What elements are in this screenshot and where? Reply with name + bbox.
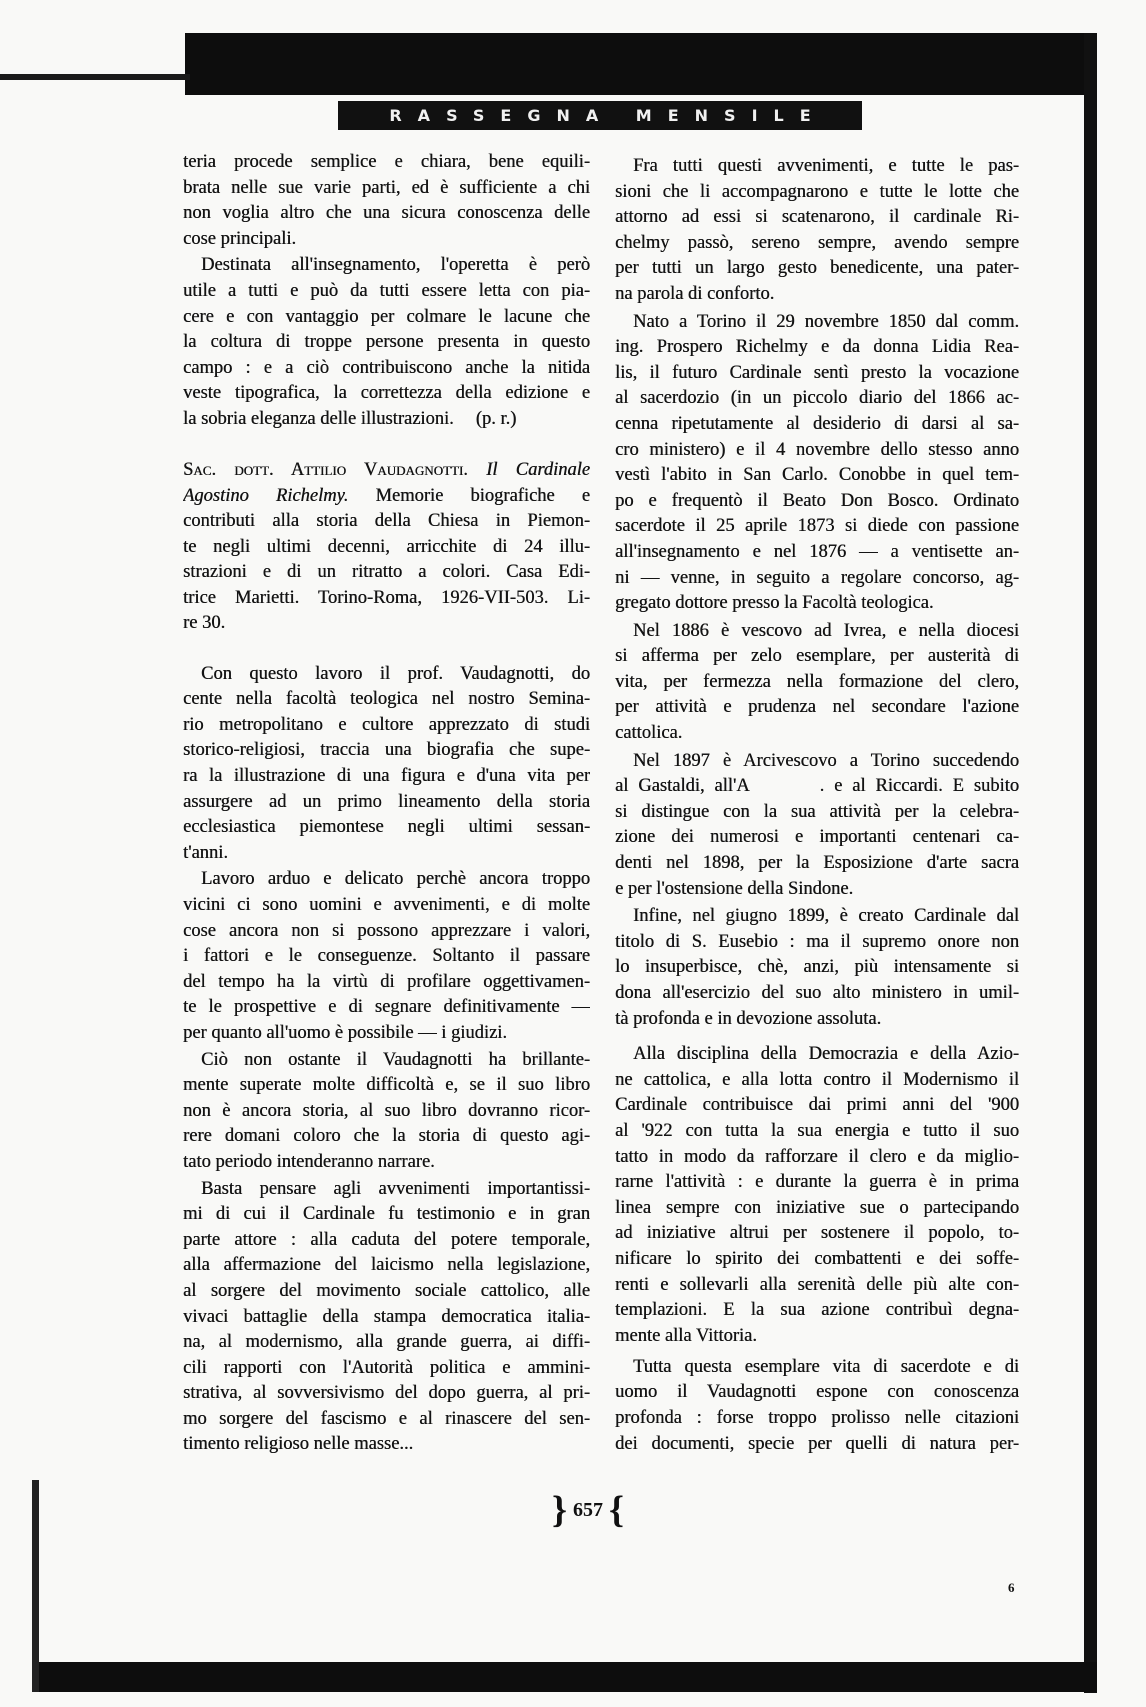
text-line: renti e sollevarli alla serenità delle più alte con- — [615, 1274, 1019, 1295]
text-line: te negli ultimi decenni, arricchite di 24 illu- — [183, 536, 590, 557]
reviewer-initials: (p. r.) — [475, 408, 517, 429]
paragraph — [183, 867, 590, 1046]
text-line: assurgere ad un primo lineamento della storia — [183, 791, 590, 812]
text-line: brata nelle sue varie parti, ed è sufficiente a chi — [183, 177, 590, 198]
page-number-block — [538, 1488, 638, 1532]
text-line — [183, 484, 590, 510]
text-line: ra la illustrazione di una figura e d'una vita per — [183, 766, 590, 787]
text-line: contributi alla storia della Chiesa in Piemon- — [183, 511, 590, 532]
book-citation — [183, 458, 590, 637]
text-line: cose ancora non si possono apprezzare i valori, — [183, 920, 590, 941]
text-line: alla affermazione del laicismo nella legislazione, — [183, 1255, 590, 1276]
text-line: mi di cui il Cardinale fu testimonio e in gran — [183, 1204, 590, 1225]
text-line: mente alla Vittoria. — [615, 1325, 757, 1346]
corner-mark: 6 — [1008, 1580, 1015, 1595]
text-line: i fattori e le conseguenze. Soltanto il passare — [183, 946, 590, 967]
right-column — [615, 154, 1019, 1457]
text-line: non voglia altro che una sicura conoscenza delle — [183, 203, 590, 224]
text-line: Fra tutti questi avvenimenti, e tutte le pas- — [633, 156, 1019, 176]
scan-border-bottom — [32, 1662, 1097, 1692]
text-line: cattolica. — [615, 723, 683, 744]
text-line: Ciò non ostante il Vaudagnotti ha brillante- — [201, 1049, 590, 1070]
text-line: te le prospettive e di segnare definitivamente — — [183, 997, 590, 1018]
text-line — [615, 774, 1019, 800]
text-segment: Memorie biografiche e — [348, 485, 590, 506]
text-line: rere domani coloro che la storia di questo agi- — [183, 1126, 590, 1147]
text-line: templazioni. E la sua azione contribuì degna- — [615, 1300, 1019, 1321]
ornament-right: { — [609, 1489, 624, 1531]
text-segment: al Gastaldi, all'A — [615, 776, 750, 797]
text-line: non è ancora storia, al suo libro dovranno ricor- — [183, 1100, 590, 1121]
paragraph — [183, 150, 590, 252]
book-title: Agostino Richelmy. — [183, 485, 349, 506]
text-line: vicini ci sono uomini e avvenimenti, e di molte — [183, 895, 590, 916]
text-line: tà profonda e in devozione assoluta. — [615, 1008, 882, 1029]
text-line: strativa, al sovversivismo del dopo guerra, al pri- — [183, 1383, 590, 1404]
text-line: cili rapporti con l'Autorità politica e ammini- — [183, 1357, 590, 1378]
text-line — [183, 458, 590, 484]
text-line: la coltura di troppe persone presenta in questo — [183, 332, 590, 353]
text-line: na, al modernismo, alla grande guerra, ai diffi- — [183, 1332, 590, 1353]
text-line: timento religioso nelle masse... — [183, 1434, 414, 1455]
paragraph — [183, 1048, 590, 1176]
text-line: denti nel 1898, per la Esposizione d'arte sacra — [615, 853, 1019, 874]
paragraph — [615, 619, 1019, 747]
text-line: rio metropolitano e cultore apprezzato di studi — [183, 714, 590, 735]
scan-border-right — [1084, 33, 1097, 1693]
text-line — [183, 407, 590, 433]
text-line: uomo il Vaudagnotti espone con conoscenza — [615, 1382, 1019, 1403]
page-number: 657 — [573, 1499, 603, 1521]
text-line: Infine, nel giugno 1899, è creato Cardinale dal — [633, 906, 1019, 927]
text-line: ecclesiastica piemontese negli ultimi sessan- — [183, 817, 590, 838]
text-line: Tutta questa esemplare vita di sacerdote e di — [633, 1356, 1019, 1377]
text-line: cere e con vantaggio per colmare le lacune che — [183, 306, 590, 327]
paragraph — [615, 904, 1019, 1032]
text-line: utile a tutti e può da tutti essere letta con pia- — [183, 280, 590, 301]
text-line: re 30. — [183, 613, 226, 634]
text-line: ni — venne, in seguito a regolare concorso, ag- — [615, 567, 1019, 588]
text-line: tatto in modo da rafforzare il clero e da miglio- — [615, 1146, 1019, 1167]
text-line: trice Marietti. Torino-Roma, 1926-VII-503. Li- — [183, 587, 590, 608]
text-line: cose principali. — [183, 228, 297, 249]
text-line: Nato a Torino il 29 novembre 1850 dal comm. — [633, 311, 1019, 332]
text-segment: . e al Riccardi. E subito — [819, 776, 1019, 797]
text-line: vivaci battaglie della stampa democratica italia- — [183, 1306, 590, 1327]
text-line: cenna ripetutamente al desiderio di darsi al sa- — [615, 413, 1019, 434]
text-line: mente superate molte difficoltà e, se il suo libro — [183, 1075, 590, 1096]
text-line: profonda : forse troppo prolisso nelle citazioni — [615, 1408, 1019, 1428]
text-line: zione dei numerosi e importanti centenari ca- — [615, 827, 1019, 848]
text-line: teria procede semplice e chiara, bene equili- — [183, 152, 590, 172]
scan-border-top — [185, 33, 1097, 95]
text-line: rarne l'attività : e durante la guerra è in prima — [615, 1172, 1019, 1193]
text-line: nificare lo spirito dei combattenti e dei soffe- — [615, 1248, 1019, 1269]
masthead-band — [338, 101, 862, 130]
paragraph — [183, 253, 590, 432]
text-line: vestì l'abito in San Carlo. Conobbe in quel tem- — [615, 465, 1019, 486]
text-line: del tempo ha la virtù di profilare oggettivamen- — [183, 971, 590, 992]
text-line: attorno ad essi si scatenarono, il cardinale Ri- — [615, 207, 1019, 228]
text-line: t'anni. — [183, 842, 228, 863]
text-line: sacerdote il 25 aprile 1873 si diede con passione — [615, 516, 1019, 537]
text-line: Destinata all'insegnamento, l'operetta è però — [201, 255, 590, 276]
text-line: na parola di conforto. — [615, 283, 775, 304]
text-line: cente nella facoltà teologica nel nostro Semina- — [183, 689, 590, 710]
text-line: e per l'ostensione della Sindone. — [615, 878, 854, 899]
masthead-title: RASSEGNA MENSILE — [389, 106, 827, 125]
paragraph — [615, 1042, 1019, 1349]
paragraph — [183, 1177, 590, 1459]
text-line: titolo di S. Eusebio : ma il supremo onore non — [615, 931, 1019, 952]
text-line: Nel 1897 è Arcivescovo a Torino succedendo — [633, 750, 1019, 771]
text-line: Con questo lavoro il prof. Vaudagnotti, do — [201, 663, 590, 684]
text-line: si distingue con la sua attività per la celebra- — [615, 801, 1019, 822]
left-column — [183, 150, 590, 1458]
text-line: si afferma per zelo esemplare, per austerità di — [615, 646, 1019, 667]
paragraph — [615, 1355, 1019, 1457]
text-line: po e frequentò il Beato Don Bosco. Ordinato — [615, 490, 1019, 511]
text-line: ne cattolica, e alla lotta contro il Modernismo il — [615, 1069, 1019, 1090]
paragraph — [615, 154, 1019, 308]
text-line: cro ministero) e il 4 novembre dello stesso anno — [615, 439, 1019, 460]
text-line: al sorgere del movimento sociale cattolico, alle — [183, 1280, 590, 1301]
text-line: al sacerdozio (in un piccolo diario del 1866 ac- — [615, 388, 1019, 409]
text-segment: la sobria eleganza delle illustrazioni. — [183, 408, 454, 429]
text-line: Cardinale contribuisce dai primi anni del '900 — [615, 1095, 1019, 1116]
text-line: al '922 con tutta la sua energia e tutto il suo — [615, 1120, 1019, 1141]
scan-border-left — [32, 1480, 39, 1692]
paragraph — [615, 749, 1019, 903]
text-line: tato periodo intenderanno narrare. — [183, 1151, 435, 1172]
text-line: per tutti un largo gesto benedicente, una pater- — [615, 258, 1019, 279]
text-line: chelmy passò, sereno sempre, avendo sempre — [615, 232, 1019, 253]
text-line: per attività e prudenza nel secondare l'azione — [615, 697, 1019, 718]
text-line: lis, il futuro Cardinale sentì presto la vocazione — [615, 362, 1019, 383]
text-line: vita, per fermezza nella formazione del clero, — [615, 671, 1019, 692]
text-line: lo insuperbisce, chè, anzi, più intensamente si — [615, 957, 1019, 978]
ornament-left: } — [552, 1489, 567, 1531]
text-line: ing. Prospero Richelmy e da donna Lidia Rea- — [615, 337, 1019, 358]
text-line: campo : e a ciò contribuiscono anche la nitida — [183, 357, 590, 378]
paragraph — [615, 310, 1019, 617]
paragraph — [183, 662, 590, 867]
text-line: parte attore : alla caduta del potere temporale, — [183, 1229, 590, 1250]
text-line: storico-religiosi, traccia una biografia che supe- — [183, 740, 590, 761]
text-line: mo sorgere del fascismo e al rinascere del sen- — [183, 1408, 590, 1429]
text-line: dona all'esercizio del suo alto ministero in umil- — [615, 983, 1019, 1003]
text-line: gregato dottore presso la Facoltà teologica. — [615, 593, 934, 614]
author-name: Sac. dott. Attilio Vaudagnotti. — [183, 459, 487, 480]
text-line: Basta pensare agli avvenimenti importantissi- — [201, 1178, 590, 1199]
book-title: Il Cardinale — [486, 459, 590, 480]
text-line: dei documenti, specie per quelli di natura per- — [615, 1433, 1019, 1454]
text-line: linea sempre con iniziative sue o partecipando — [615, 1197, 1019, 1218]
text-line: all'insegnamento e nel 1876 — a ventisette an- — [615, 541, 1019, 562]
scan-border-top-line — [0, 74, 190, 80]
text-line: Alla disciplina della Democrazia e della Azio- — [633, 1044, 1019, 1065]
text-line: ad iniziative altrui per sostenere il popolo, to- — [615, 1223, 1019, 1244]
text-line: Nel 1886 è vescovo ad Ivrea, e nella diocesi — [633, 620, 1019, 641]
text-line: per quanto all'uomo è possibile — i giudizi. — [183, 1022, 507, 1043]
text-line: strazioni e di un ritratto a colori. Casa Edi- — [183, 562, 590, 583]
text-line: veste tipografica, la correttezza della edizione e — [183, 383, 590, 404]
text-line: Lavoro arduo e delicato perchè ancora troppo — [201, 869, 590, 890]
text-line: sioni che li accompagnarono e tutte le lotte che — [615, 181, 1019, 202]
